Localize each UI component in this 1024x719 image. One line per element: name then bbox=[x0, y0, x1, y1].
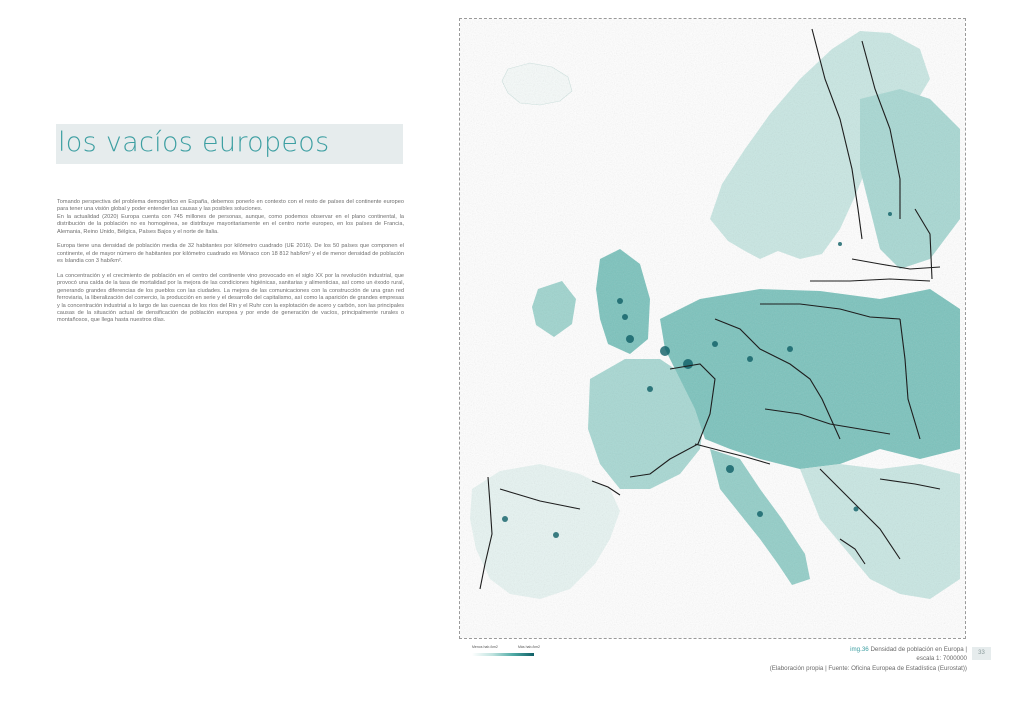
caption-tag: img.36 bbox=[850, 646, 869, 653]
legend-color-ramp bbox=[472, 653, 534, 656]
page-number: 33 bbox=[972, 647, 991, 660]
body-text bbox=[57, 199, 404, 332]
page-title: los vacíos europeos bbox=[58, 127, 330, 158]
caption-line-3: (Elaboración propia | Fuente: Oficina Europea de Estadística (Eurostat)) bbox=[769, 664, 967, 672]
caption-line-2: escala 1: 7000000 bbox=[916, 655, 967, 663]
caption-line-1: Densidad de población en Europa | bbox=[870, 646, 967, 653]
europe-density-map bbox=[459, 18, 966, 639]
legend-min-label: Menos hab./km2 bbox=[472, 645, 498, 649]
paragraph-3: La concentración y el crecimiento de población en el centro del continente vino provocado en el siglo XX por la revolución industrial, que provocó una caída de la tasa de mortalidad por la mejora de las condiciones higiénicas, sanitarias y alimenticias, así como un éxodo rural, generando grandes diferencias de los pueblos con las ciudades. La mejora de las comunicaciones con la construcción de una gran red ferroviaria, la liberalización del comercio, la producción en serie y el desarrollo del capitalismo, así como la aparición de grandes empresas y la concentración industrial a lo largo de las cuencas de los ríos del Rin y el Ruhr con la explotación de acero y carbón, son las principales causas de la situación actual de densificación de población europea y por ende de generación de vacíos, principalmente rurales o montañosos, que llega hasta nuestros días. bbox=[57, 273, 404, 324]
paragraph-1: Tomando perspectiva del problema demográfico en España, debemos ponerlo en contexto con el resto de países del continente europeo para tener una visión global y poder entender las causas y las posibles soluciones. En la actualidad (2020) Europa cuenta con 745 millones de personas, aunque, como podemos observar en el plano continental, la distribución de la población no es homogénea, se distribuye mayoritariamente en el centro norte europeo, en los países de Francia, Alemania, Reino Unido, Bélgica, Países Bajos y el norte de Italia. bbox=[57, 199, 404, 235]
figure-caption bbox=[770, 645, 967, 673]
density-legend bbox=[472, 645, 540, 659]
legend-max-label: Más hab./km2 bbox=[518, 645, 540, 649]
paragraph-2: Europa tiene una densidad de población media de 32 habitantes por kilómetro cuadrado (UE 2016). De los 50 países que componen el continente, el de mayor número de habitantes por kilómetro cuadrado es Mónaco con 18 812 hab/km² y el de menor densidad de población es Islandia con 3 hab/km². bbox=[57, 243, 404, 265]
